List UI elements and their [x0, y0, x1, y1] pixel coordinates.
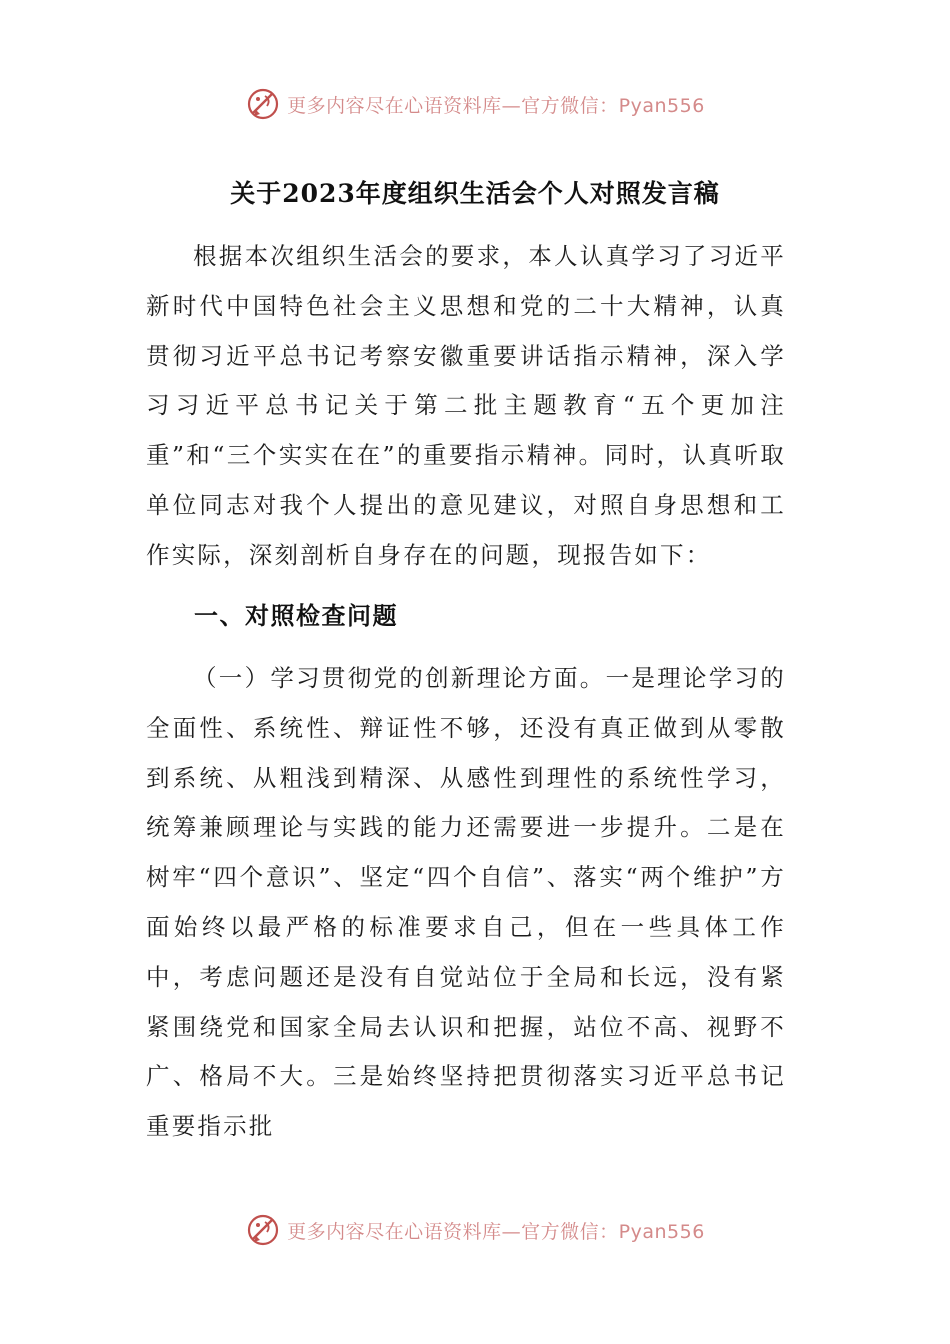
watermark-wechat-id: Pyan556	[618, 1220, 705, 1243]
pen-logo-icon	[245, 86, 281, 122]
footer-watermark	[0, 1210, 950, 1250]
watermark-text-cn: 更多内容尽在心语资料库—官方微信：	[287, 1220, 619, 1243]
paragraph-theory-study	[146, 654, 786, 1152]
watermark-text	[287, 1217, 705, 1244]
paragraph-theory-study-text: （一）学习贯彻党的创新理论方面。一是理论学习的全面性、系统性、辩证性不够，还没有真正做到从零散到系统、从粗浅到精深、从感性到理性的系统性学习，统筹兼顾理论与实践的能力还需要进一步提升。二是在树牢“四个意识”、坚定“四个自信”、落实“两个维护”方面始终以最严格的标准要求自己，但在一些具体工作中，考虑问题还是没有自觉站位于全局和长远，没有紧紧围绕党和国家全局去认识和把握，站位不高、视野不广、格局不大。三是始终坚持把贯彻落实习近平总书记重要指示批	[146, 664, 786, 1141]
watermark-text-cn: 更多内容尽在心语资料库—官方微信：	[287, 94, 619, 117]
pen-logo-icon	[245, 1212, 281, 1248]
section-heading-1: 一、对照检查问题	[194, 601, 398, 630]
document-title: 关于2023年度组织生活会个人对照发言稿	[230, 179, 720, 208]
header-watermark	[0, 84, 950, 124]
watermark-text	[287, 91, 705, 118]
paragraph-intro-text: 根据本次组织生活会的要求，本人认真学习了习近平新时代中国特色社会主义思想和党的二十大精神，认真贯彻习近平总书记考察安徽重要讲话指示精神，深入学习习近平总书记关于第二批主题教育“五个更加注重”和“三个实实在在”的重要指示精神。同时，认真听取单位同志对我个人提出的意见建议，对照自身思想和工作实际，深刻剖析自身存在的问题，现报告如下：	[146, 242, 786, 569]
paragraph-intro	[146, 232, 786, 581]
watermark-wechat-id: Pyan556	[618, 94, 705, 117]
